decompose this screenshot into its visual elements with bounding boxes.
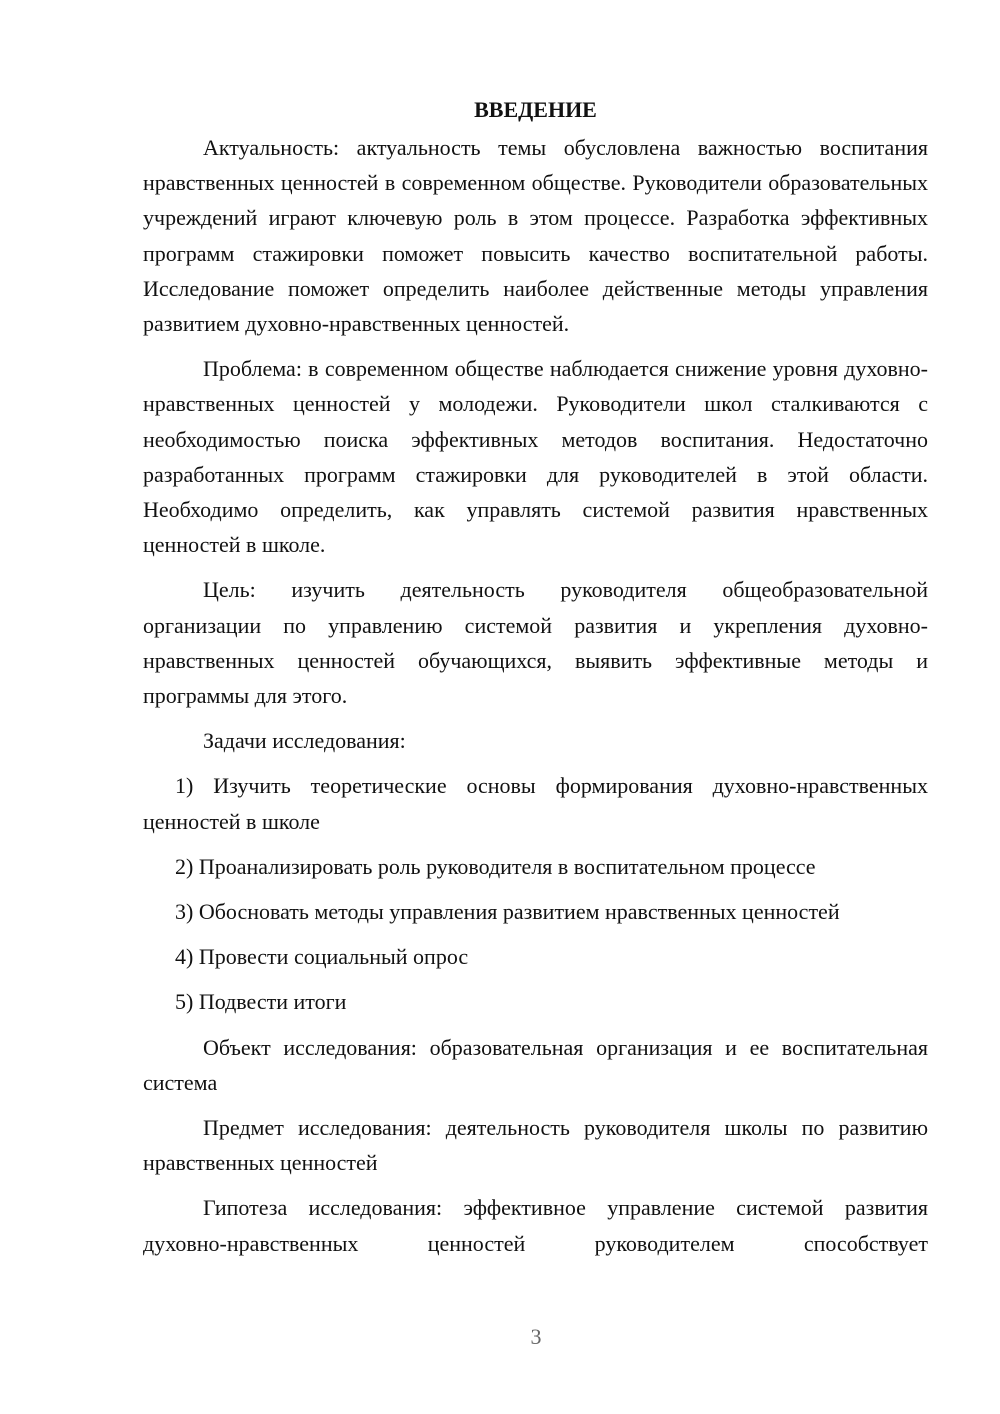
section-heading: ВВЕДЕНИЕ	[474, 97, 597, 122]
paragraph-problem: Проблема: в современном обществе наблюдается снижение уровня духовно-нравственных ценностей у молодежи. Руководители школ сталкиваются с необходимостью поиска эффективных методов воспитания. Недостаточно разработанных программ стажировки для руководителей в этой области. Необходимо определить, как управлять системой развития нравственных ценностей в школе.	[143, 356, 928, 558]
task-item-3: 3) Обосновать методы управления развитием нравственных ценностей	[175, 899, 840, 925]
task-item-4: 4) Провести социальный опрос	[175, 944, 469, 970]
page-number: 3	[530, 1324, 542, 1349]
task-item-5: 5) Подвести итоги	[175, 989, 347, 1015]
document-body	[143, 92, 928, 1271]
paragraph-object: Объект исследования: образовательная организация и ее воспитательная система	[143, 1034, 928, 1095]
tasks-title: Задачи исследования:	[203, 728, 406, 754]
paragraph-relevance: Актуальность: актуальность темы обусловлена важностью воспитания нравственных ценностей в современном обществе. Руководители образовательных учреждений играют ключевую роль в этом процессе. Разработка эффективных программ стажировки поможет повысить качество воспитательной работы. Исследование поможет определить наиболее действенные методы управления развитием духовно-нравственных ценностей.	[143, 135, 928, 337]
paragraph-subject: Предмет исследования: деятельность руководителя школы по развитию нравственных ценностей	[143, 1115, 928, 1176]
task-item-1: 1) Изучить теоретические основы формирования духовно-нравственных ценностей в школе	[143, 773, 928, 834]
paragraph-hypothesis: Гипотеза исследования: эффективное управление системой развития духовно-нравственных ценностей руководителем способствует	[143, 1195, 928, 1256]
paragraph-goal: Цель: изучить деятельность руководителя общеобразовательной организации по управлению системой развития и укрепления духовно-нравственных ценностей обучающихся, выявить эффективные методы и программы для этого.	[143, 577, 928, 709]
task-item-2: 2) Проанализировать роль руководителя в воспитательном процессе	[175, 853, 816, 879]
